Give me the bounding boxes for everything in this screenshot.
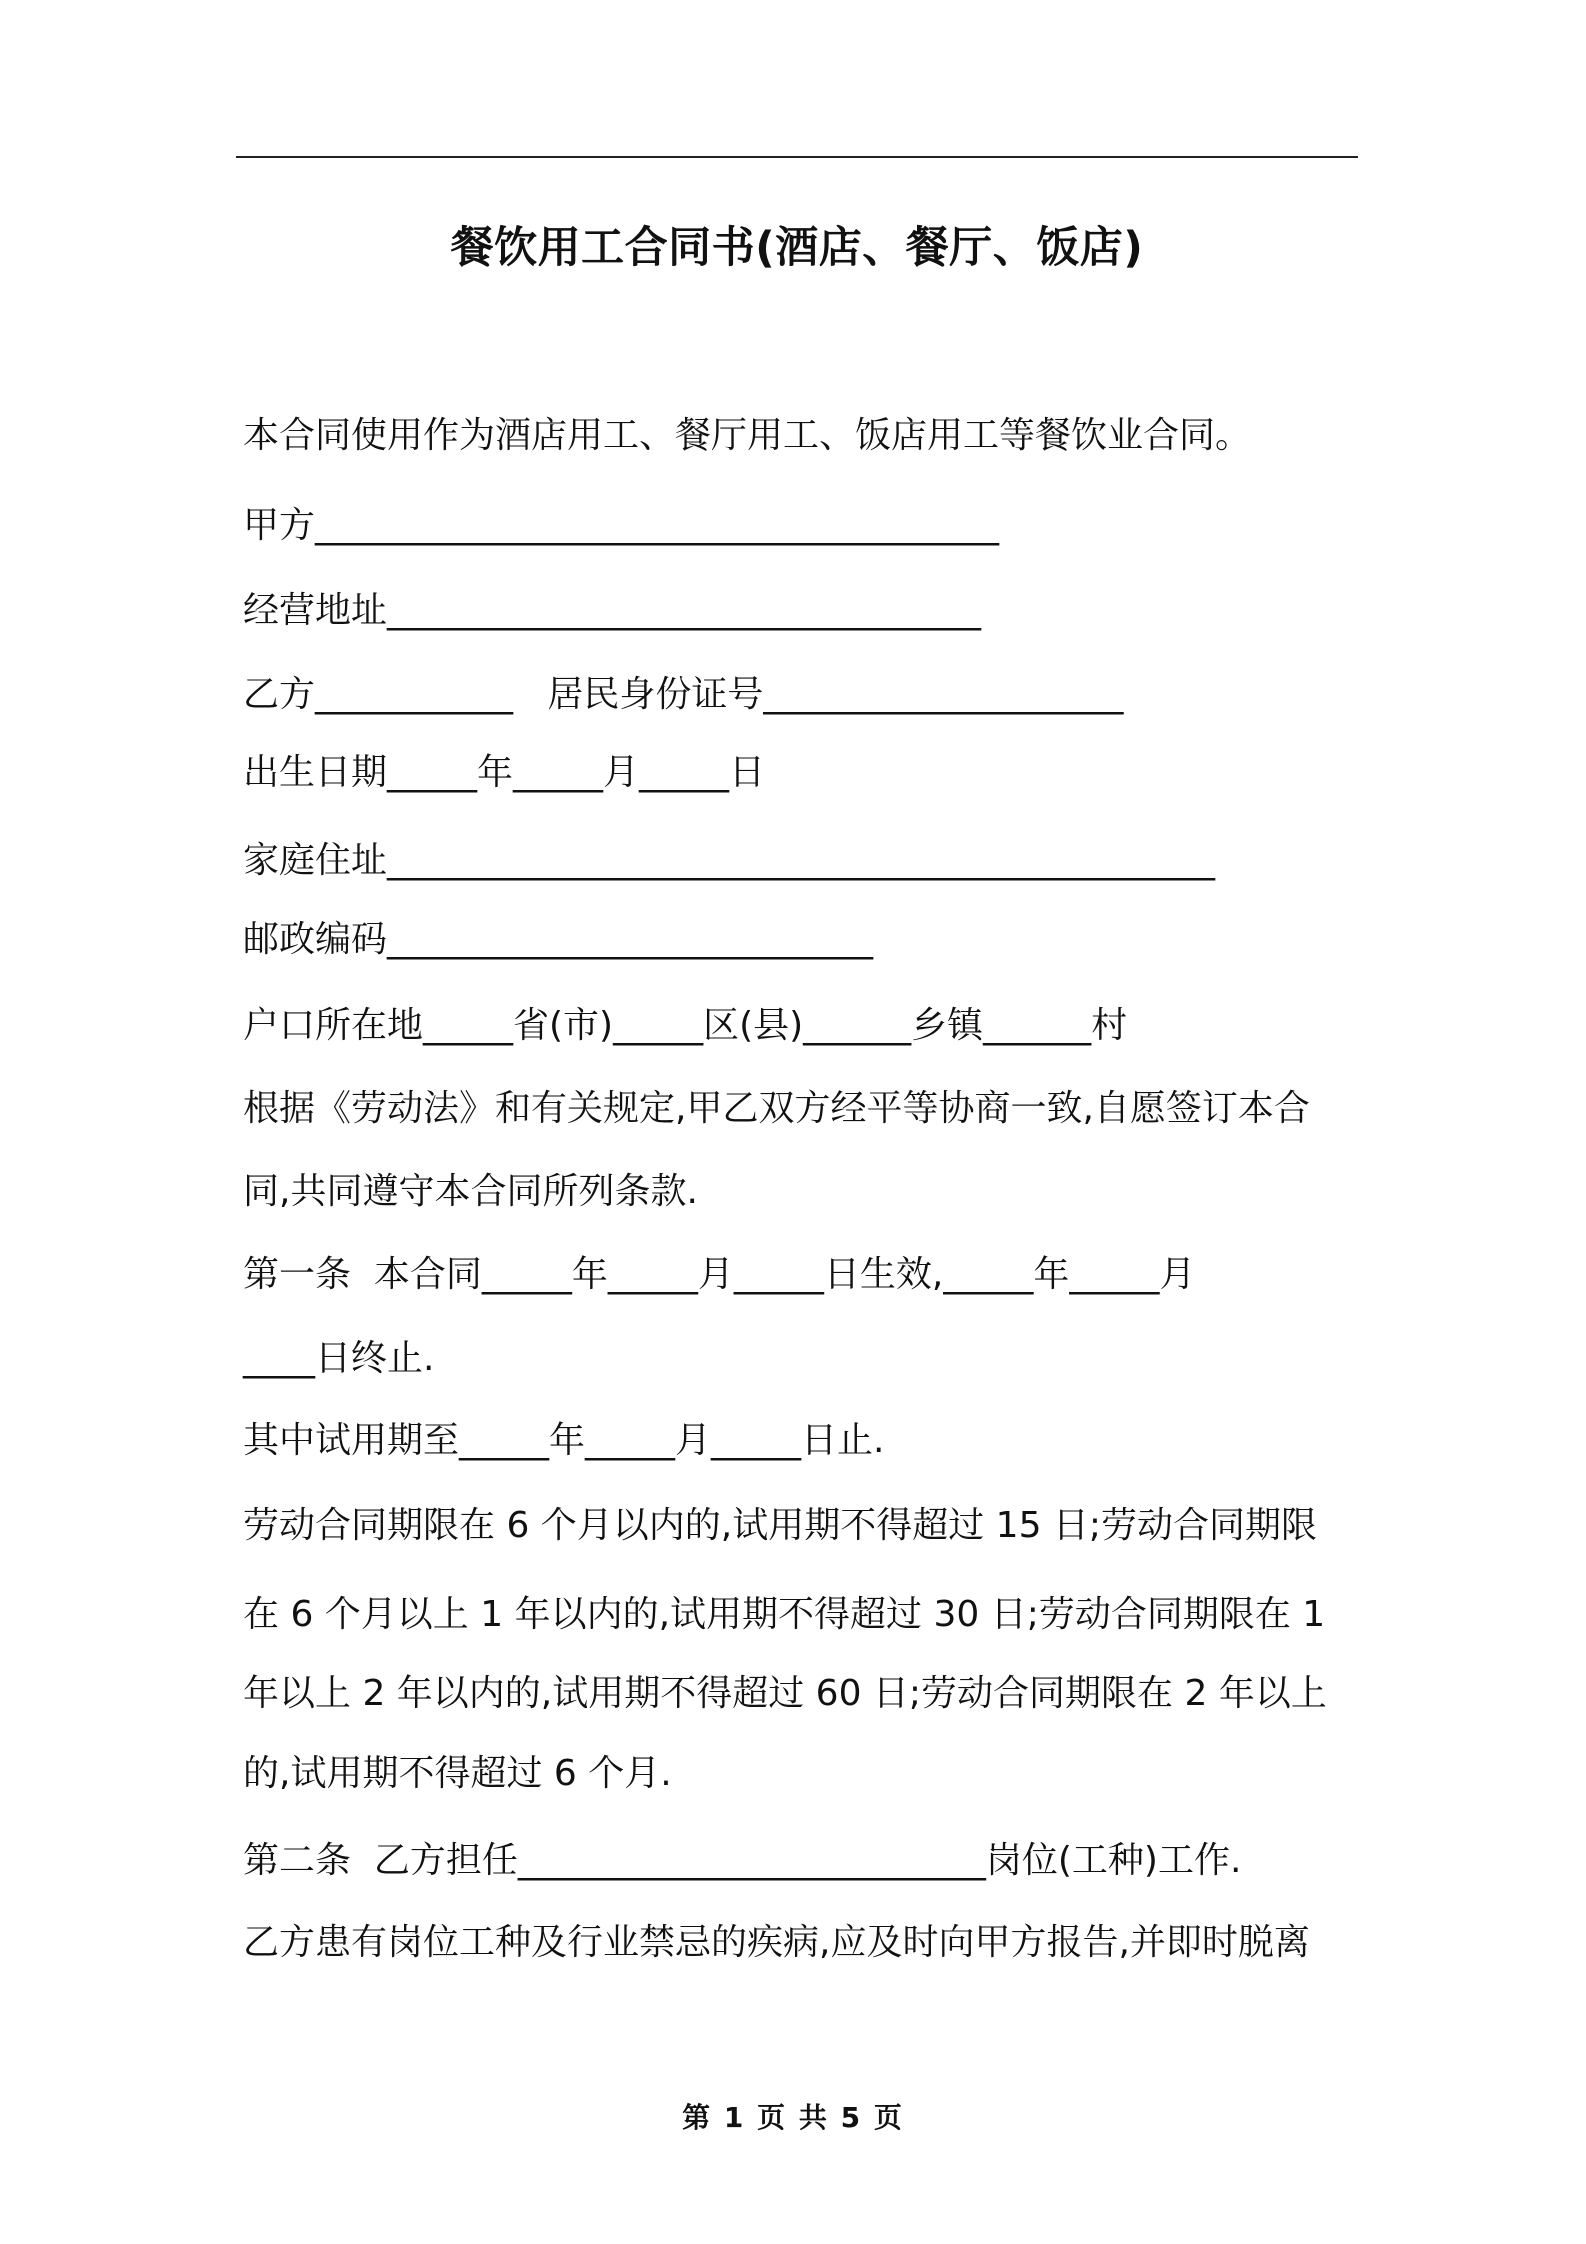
header-rule xyxy=(236,156,1358,158)
page-footer: 第 1 页 共 5 页 xyxy=(682,2101,904,2134)
text-line: 乙方患有岗位工种及行业禁忌的疾病,应及时向甲方报告,并即时脱离 xyxy=(243,1922,1310,1963)
text-line: 第二条 乙方担任__________________________岗位(工种)工作. xyxy=(243,1840,1242,1881)
document-title: 餐饮用工合同书(酒店、餐厅、饭店) xyxy=(450,223,1144,273)
text-line: 甲方______________________________________ xyxy=(243,505,999,546)
text-line: ____日终止. xyxy=(243,1338,435,1379)
text-line: 根据《劳动法》和有关规定,甲乙双方经平等协商一致,自愿签订本合 xyxy=(243,1088,1310,1129)
text-line: 同,共同遵守本合同所列条款. xyxy=(243,1171,698,1212)
text-line: 乙方___________ 居民身份证号____________________ xyxy=(243,674,1124,715)
text-line: 出生日期_____年_____月_____日 xyxy=(243,752,766,793)
text-line: 户口所在地_____省(市)_____区(县)______乡镇______村 xyxy=(243,1005,1128,1046)
text-line: 年以上 2 年以内的,试用期不得超过 60 日;劳动合同期限在 2 年以上 xyxy=(243,1673,1327,1714)
text-line: 在 6 个月以上 1 年以内的,试用期不得超过 30 日;劳动合同期限在 1 xyxy=(243,1594,1326,1635)
text-line: 第一条 本合同_____年_____月_____日生效,_____年_____月 xyxy=(243,1254,1196,1295)
text-line: 本合同使用作为酒店用工、餐厅用工、饭店用工等餐饮业合同。 xyxy=(243,415,1252,456)
text-line: 的,试用期不得超过 6 个月. xyxy=(243,1753,672,1794)
text-line: 其中试用期至_____年_____月_____日止. xyxy=(243,1420,885,1461)
text-line: 经营地址_________________________________ xyxy=(243,590,982,631)
text-line: 家庭住址______________________________________________ xyxy=(243,840,1216,881)
text-line: 劳动合同期限在 6 个月以内的,试用期不得超过 15 日;劳动合同期限 xyxy=(243,1505,1318,1546)
text-line: 邮政编码___________________________ xyxy=(243,919,874,960)
